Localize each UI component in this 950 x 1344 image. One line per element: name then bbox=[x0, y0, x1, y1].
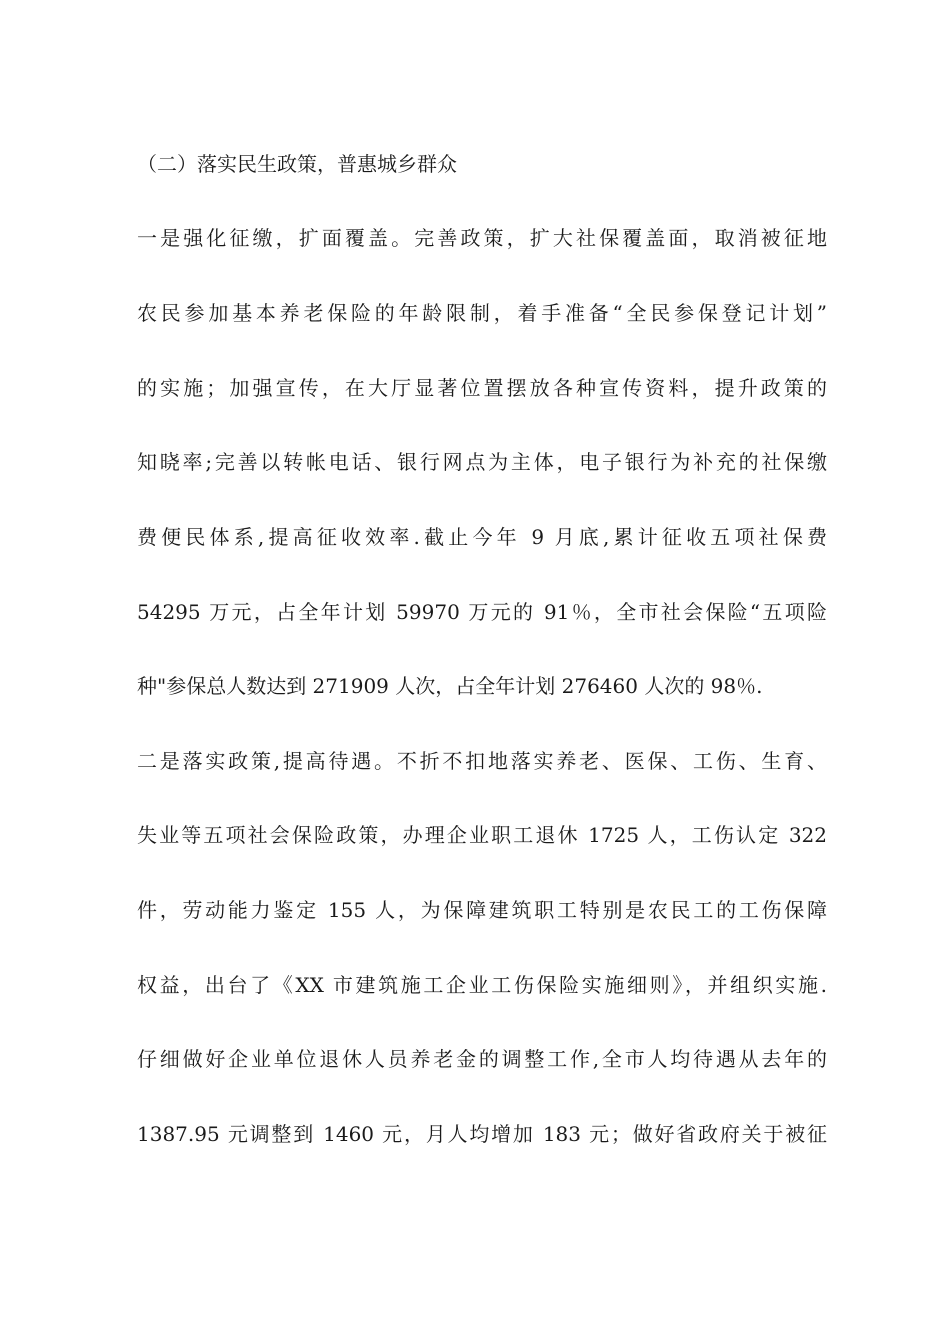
paragraph-line: 权益，出台了《XX 市建筑施工企业工伤保险实施细则》，并组织实施. bbox=[137, 973, 827, 997]
paragraph-line: 的实施；加强宣传，在大厅显著位置摆放各种宣传资料，提升政策的 bbox=[137, 376, 827, 400]
paragraph-line: 一是强化征缴，扩面覆盖。完善政策，扩大社保覆盖面，取消被征地 bbox=[137, 226, 827, 250]
paragraph-line: 失业等五项社会保险政策，办理企业职工退休 1725 人，工伤认定 322 bbox=[137, 823, 827, 847]
paragraph-line: 仔细做好企业单位退休人员养老金的调整工作,全市人均待遇从去年的 bbox=[137, 1047, 827, 1071]
paragraph-line: 费便民体系,提高征收效率.截止今年 9 月底,累计征收五项社保费 bbox=[137, 525, 827, 549]
paragraph-line: 二是落实政策,提高待遇。不折不扣地落实养老、医保、工伤、生育、 bbox=[137, 749, 827, 773]
paragraph-line: 件，劳动能力鉴定 155 人，为保障建筑职工特别是农民工的工伤保障 bbox=[137, 898, 827, 922]
paragraph-line: 知晓率;完善以转帐电话、银行网点为主体，电子银行为补充的社保缴 bbox=[137, 450, 827, 474]
paragraph-line: 1387.95 元调整到 1460 元，月人均增加 183 元；做好省政府关于被征 bbox=[137, 1122, 827, 1146]
paragraph-line: 种"参保总人数达到 271909 人次，占全年计划 276460 人次的 98％. bbox=[137, 674, 763, 698]
section-heading: （二）落实民生政策，普惠城乡群众 bbox=[137, 152, 457, 176]
paragraph-line: 农民参加基本养老保险的年龄限制，着手准备“全民参保登记计划” bbox=[137, 301, 827, 325]
paragraph-line: 54295 万元，占全年计划 59970 万元的 91％，全市社会保险“五项险 bbox=[137, 600, 827, 624]
